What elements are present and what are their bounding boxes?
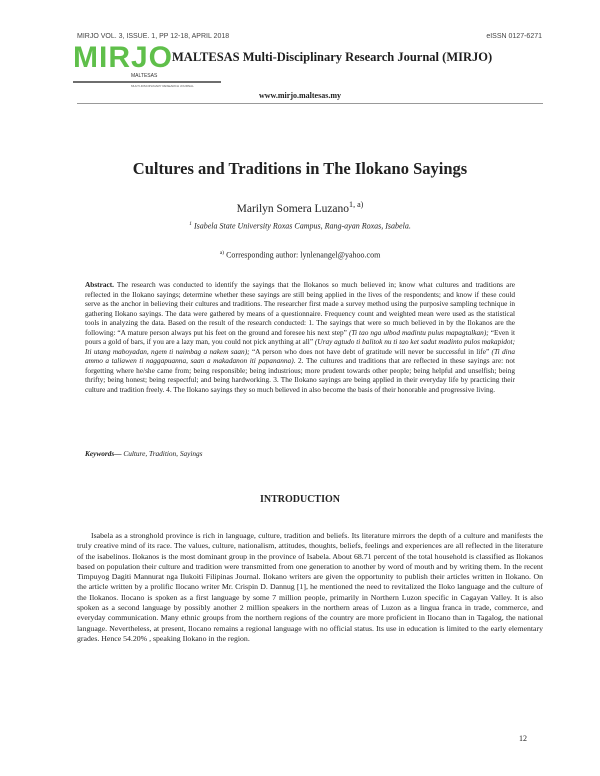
- logo-subtext: MALTESAS: [131, 73, 158, 79]
- keywords: [85, 449, 203, 458]
- author-sup: 1, a): [349, 200, 364, 209]
- keywords-text: Culture, Tradition, Sayings: [123, 449, 203, 458]
- abstract-italic-1: (Ti tao nga ulbod madintu pulus mapagtalkan);: [348, 327, 489, 337]
- abstract-text-2: “Even it pours a gold of bars, if you are a lazy man, you could not pick anything at all”: [85, 327, 515, 346]
- introduction-paragraph: Isabela as a stronghold province is rich in language, culture, tradition and beliefs. Its literature mirrors the depth of a culture and manifests the truly creative mind of its race. The values, culture, nationalism, attitudes, thoughts, beliefs, feelings and experiences are all reflected in the literature of the isabelinos. Ilokanos is the most dominant group in the province of Isabela. About 68.71 percent of the total household is classified as Ilokanos based on population their culture and tradition were transmitted from one generation to another by word of mouth and by writing them. In the recent Timpuyog Dagiti Mannurat nga Ilukoiti Filipinas Journal. Ilokano writers are given the opportunity to publish their articles written in Ilokano. On the article written by a prolific Ilocano writer Mr. Crispin D. Dannug [1], he mentioned the need to revitalized the Iloko language and the culture of the Ilokanos. Ilocano is spoken as a first language by some 7 million people, primarily in Northern Luzon specific in Cagayan Valley. It is also spoken as a second language by possibly another 2 million speakers in the northern areas of Luzon as a lingua franca in trade, commerce, and everyday communication. Many ethnic groups from the northern regions of the country are more proficient in Ilocano than in Tagalog, the national language. Nevertheless, at present, Ilocano remains a regional language with no official status. Its use in education is limited to the early elementary grades. Hence 54.20% , speaking Ilokano in the region.: [77, 531, 543, 643]
- abstract-label: Abstract.: [85, 280, 114, 289]
- affiliation: [0, 221, 600, 231]
- journal-logo: [73, 41, 194, 88]
- abstract-italic-2: (Uray agtudo ti balitok nu ti tao ket sadut madinto pulos makapidot; Iti utang maboyadan, ngem ti naimbag a nakem saan);: [85, 337, 516, 356]
- affiliation-sup: 1: [189, 221, 192, 227]
- keywords-label: Keywords—: [85, 449, 122, 458]
- abstract: [85, 280, 515, 394]
- author-line: [0, 200, 600, 215]
- corresponding-text: Corresponding author: lynlenangel@yahoo.com: [226, 250, 381, 260]
- header-divider: [77, 103, 543, 104]
- page-number: 12: [519, 734, 527, 743]
- paper-title: Cultures and Traditions in The Ilokano Sayings: [132, 159, 468, 178]
- logo-bar: [73, 81, 221, 83]
- corresponding-author: [0, 250, 600, 260]
- abstract-text-4: 2. The cultures and traditions that are reflected in these sayings are: not forgetting where he/she came from; being responsible; being industrious; more prudent towards other people; being helpful and unselfish; being thrifty; being honest; being respectful; and being hardworking. 3. The Ilokano sayings are being applied in their everyday life by practicing their culture and tradition freely. 4. The Ilokano sayings they so much believed in also become the basis of their honorable and progressive living.: [85, 356, 515, 394]
- abstract-text-1: The research was conducted to identify the sayings that the Ilokanos so much believed in; know what cultures and traditions are reflected in the Ilokano sayings; determine whether these sayings are still being applied in the lives of the respondents; and know if these could serve as the anchor in believing their cultures and traditions. The researcher first made a survey method using the purposive sampling technique in gathering Ilokano sayings. The data were gathered by means of a questionnaire. Frequency count and weighted mean were used as the statistical tools in analyzing the data. Based on the result of the research conducted: 1. The sayings that were so much believed in by the Ilokanos are the following: “A mature person always put his feet on the ground and foresee his next step”: [85, 280, 515, 337]
- abstract-italic-3: (Ti dina ammo a taliawen ti naggapuanna, saan a makadanon iti papananna).: [85, 346, 515, 365]
- logo-wordmark: MIRJO: [73, 41, 174, 74]
- corresponding-sup: a): [219, 250, 225, 256]
- section-heading-introduction: INTRODUCTION: [259, 494, 340, 505]
- header-volume-info: MIRJO VOL. 3, ISSUE. 1, PP 12-18, APRIL 2018: [77, 33, 230, 40]
- journal-name: MALTESAS Multi-Disciplinary Research Journal (MIRJO): [172, 50, 493, 64]
- author-name: Marilyn Somera Luzano: [236, 202, 350, 215]
- journal-website[interactable]: www.mirjo.maltesas.my: [259, 91, 341, 100]
- abstract-text-3: “A person who does not have debt of gratitude will never be successful in life”: [251, 346, 490, 356]
- header-issn: eISSN 0127-6271: [486, 33, 542, 40]
- affiliation-text: Isabela State University Roxas Campus, Rang-ayan Roxas, Isabela.: [193, 221, 411, 231]
- logo-tagline: MULTI-DISCIPLINARY RESEARCH JOURNAL: [131, 84, 194, 88]
